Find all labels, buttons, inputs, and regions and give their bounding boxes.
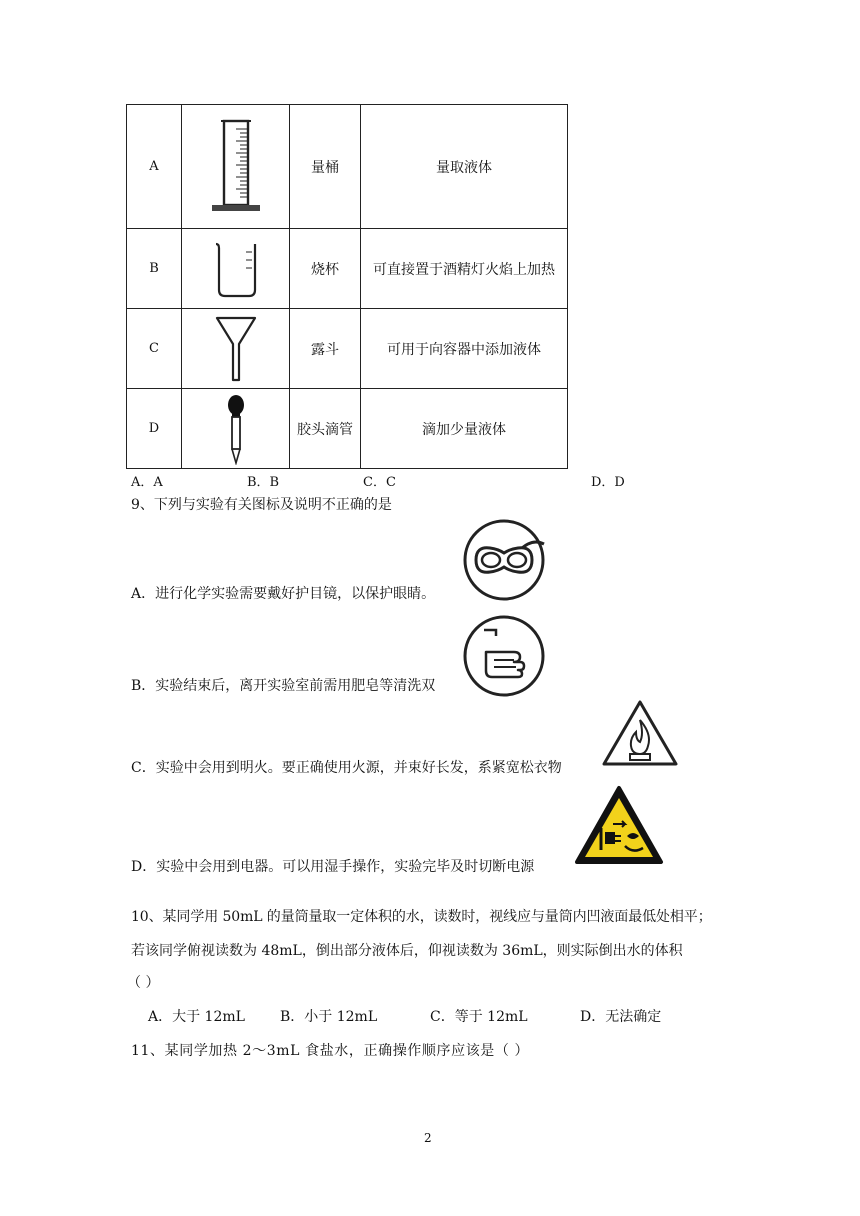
- q8-option-a: A．A: [131, 475, 163, 490]
- graduated-cylinder-icon: [182, 105, 290, 229]
- q10-stem-line1: 10、某同学用 50mL 的量筒量取一定体积的水，读数时，视线应与量筒内凹液面最低处相平；: [131, 909, 712, 925]
- q9-option-b: B．实验结束后，离开实验室前需用肥皂等清洗双: [131, 678, 436, 694]
- q10-option-c: C．等于 12mL: [430, 1009, 528, 1025]
- q9-option-a: A．进行化学实验需要戴好护目镜，以保护眼睛。: [131, 586, 436, 602]
- q10-stem-line2: 若该同学俯视读数为 48mL，倒出部分液体后，仰视读数为 36mL，则实际倒出水的体积: [131, 943, 683, 959]
- instrument-table: [126, 104, 568, 469]
- goggles-icon: [462, 516, 550, 604]
- table-row: [127, 389, 568, 469]
- table-row: [127, 309, 568, 389]
- page-number: 2: [424, 1131, 432, 1145]
- instrument-name: 量桶: [290, 105, 361, 229]
- row-letter: B: [127, 229, 182, 309]
- instrument-name: 露斗: [290, 309, 361, 389]
- funnel-icon: [182, 309, 290, 389]
- q9-stem: 9、下列与实验有关图标及说明不正确的是: [131, 497, 392, 513]
- q10-answer-paren: （ ）: [127, 975, 160, 991]
- electric-warning-icon: [573, 784, 665, 866]
- row-letter: D: [127, 389, 182, 469]
- instrument-name: 胶头滴管: [290, 389, 361, 469]
- q8-option-c: C．C: [363, 475, 396, 490]
- q10-option-d: D．无法确定: [580, 1009, 662, 1025]
- instrument-desc: 可直接置于酒精灯火焰上加热: [361, 229, 568, 309]
- q10-option-a: A．大于 12mL: [148, 1009, 245, 1025]
- instrument-name: 烧杯: [290, 229, 361, 309]
- dropper-icon: [182, 389, 290, 469]
- flame-warning-icon: [600, 698, 680, 768]
- row-letter: A: [127, 105, 182, 229]
- q9-option-c: C．实验中会用到明火。要正确使用火源，并束好长发，系紧宽松衣物: [131, 760, 562, 776]
- instrument-desc: 滴加少量液体: [361, 389, 568, 469]
- row-letter: C: [127, 309, 182, 389]
- q9-option-d: D．实验中会用到电器。可以用湿手操作，实验完毕及时切断电源: [131, 859, 535, 875]
- q10-option-b: B．小于 12mL: [280, 1009, 378, 1025]
- beaker-icon: [182, 229, 290, 309]
- table-row: [127, 105, 568, 229]
- q11-stem: 11、某同学加热 2～3mL 食盐水，正确操作顺序应该是（ ）: [131, 1043, 530, 1059]
- hand-wash-icon: [462, 614, 546, 698]
- q8-option-d: D．D: [591, 475, 625, 490]
- q8-option-b: B．B: [247, 475, 280, 490]
- instrument-desc: 量取液体: [361, 105, 568, 229]
- table-row: [127, 229, 568, 309]
- instrument-desc: 可用于向容器中添加液体: [361, 309, 568, 389]
